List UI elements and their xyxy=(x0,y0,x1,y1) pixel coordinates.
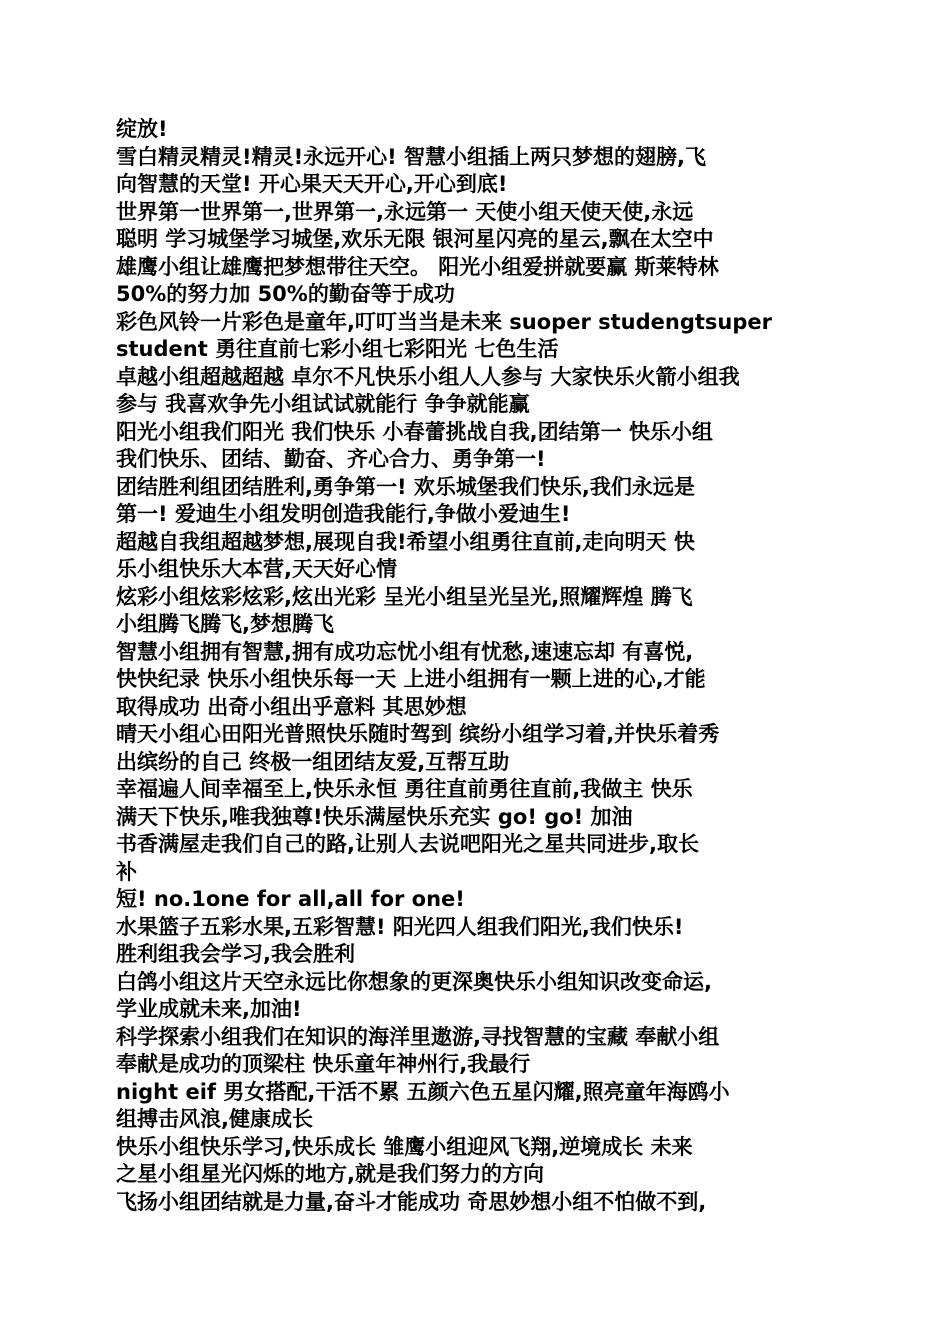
text-line: 出缤纷的自己 终极一组团结友爱,互帮互助 xyxy=(116,749,510,774)
text-line: student 勇往直前七彩小组七彩阳光 七色生活 xyxy=(116,337,559,361)
text-line: 阳光小组我们阳光 我们快乐 小春蕾挑战自我,团结第一 快乐小组 xyxy=(116,419,713,444)
text-line: 快乐小组快乐学习,快乐成长 雏鹰小组迎风飞翔,逆境成长 未来 xyxy=(116,1134,693,1159)
text-line: 补 xyxy=(116,859,137,884)
text-line: 雄鹰小组让雄鹰把梦想带往天空。 阳光小组爱拼就要赢 斯莱特林 xyxy=(116,254,719,279)
text-line: 我们快乐、团结、勤奋、齐心合力、勇争第一! xyxy=(116,447,546,471)
text-line: 白鸽小组这片天空永远比你想象的更深奥快乐小组知识改变命运, xyxy=(116,969,712,994)
text-line: 之星小组星光闪烁的地方,就是我们努力的方向 xyxy=(116,1162,544,1186)
text-line: night eif 男女搭配,干活不累 五颜六色五星闪耀,照亮童年海鸥小 xyxy=(116,1079,730,1104)
text-line: 乐小组快乐大本营,天天好心情 xyxy=(116,557,397,581)
text-line: 第一! 爱迪生小组发明创造我能行,争做小爱迪生! xyxy=(116,502,571,526)
text-line: 团结胜利组团结胜利,勇争第一! 欢乐城堡我们快乐,我们永远是 xyxy=(116,474,695,499)
text-line: 向智慧的天堂! 开心果天天开心,开心到底! xyxy=(116,172,508,196)
text-line: 满天下快乐,唯我独尊!快乐满屋快乐充实 go! go! 加油 xyxy=(116,804,633,829)
text-line: 绽放! xyxy=(116,117,168,141)
text-line: 水果篮子五彩水果,五彩智慧! 阳光四人组我们阳光,我们快乐! xyxy=(116,914,684,939)
text-line: 小组腾飞腾飞,梦想腾飞 xyxy=(116,612,334,636)
text-line: 炫彩小组炫彩炫彩,炫出光彩 呈光小组呈光呈光,照耀辉煌 腾飞 xyxy=(116,584,693,609)
text-line: 奉献是成功的顶梁柱 快乐童年神州行,我最行 xyxy=(116,1052,531,1076)
text-line: 智慧小组拥有智慧,拥有成功忘忧小组有忧愁,速速忘却 有喜悦, xyxy=(116,639,694,664)
text-line: 参与 我喜欢争先小组试试就能行 争争就能赢 xyxy=(116,392,530,416)
text-line: 雪白精灵精灵!精灵!永远开心! 智慧小组插上两只梦想的翅膀,飞 xyxy=(116,144,707,169)
text-line: 快快纪录 快乐小组快乐每一天 上进小组拥有一颗上进的心,才能 xyxy=(116,667,706,691)
text-line: 世界第一世界第一,世界第一,永远第一 天使小组天使天使,永远 xyxy=(116,199,694,224)
text-line: 组搏击风浪,健康成长 xyxy=(116,1107,313,1131)
text-line: 书香满屋走我们自己的路,让别人去说吧阳光之星共同进步,取长 xyxy=(116,832,699,856)
text-line: 超越自我组超越梦想,展现自我!希望小组勇往直前,走向明天 快 xyxy=(116,529,695,554)
text-line: 学业成就未来,加油! xyxy=(116,997,302,1021)
text-line: 取得成功 出奇小组出乎意料 其思妙想 xyxy=(116,694,467,719)
text-line: 飞扬小组团结就是力量,奋斗才能成功 奇思妙想小组不怕做不到, xyxy=(116,1189,707,1214)
text-line: 晴天小组心田阳光普照快乐随时驾到 缤纷小组学习着,并快乐着秀 xyxy=(116,722,720,746)
text-line: 聪明 学习城堡学习城堡,欢乐无限 银河星闪亮的星云,飘在太空中 xyxy=(116,227,714,251)
text-line: 幸福遍人间幸福至上,快乐永恒 勇往直前勇往直前,我做主 快乐 xyxy=(116,777,693,801)
text-line: 短! no.1one for all,all for one! xyxy=(116,887,465,911)
text-line: 卓越小组超越超越 卓尔不凡快乐小组人人参与 大家快乐火箭小组我 xyxy=(116,364,740,389)
text-line: 胜利组我会学习,我会胜利 xyxy=(116,942,355,966)
document-body xyxy=(116,116,836,1216)
text-line: 彩色风铃一片彩色是童年,叮叮当当是未来 suoper studengtsuper xyxy=(116,309,772,334)
text-line: 50%的努力加 50%的勤奋等于成功 xyxy=(116,282,455,306)
text-line: 科学探索小组我们在知识的海洋里遨游,寻找智慧的宝藏 奉献小组 xyxy=(116,1024,720,1049)
